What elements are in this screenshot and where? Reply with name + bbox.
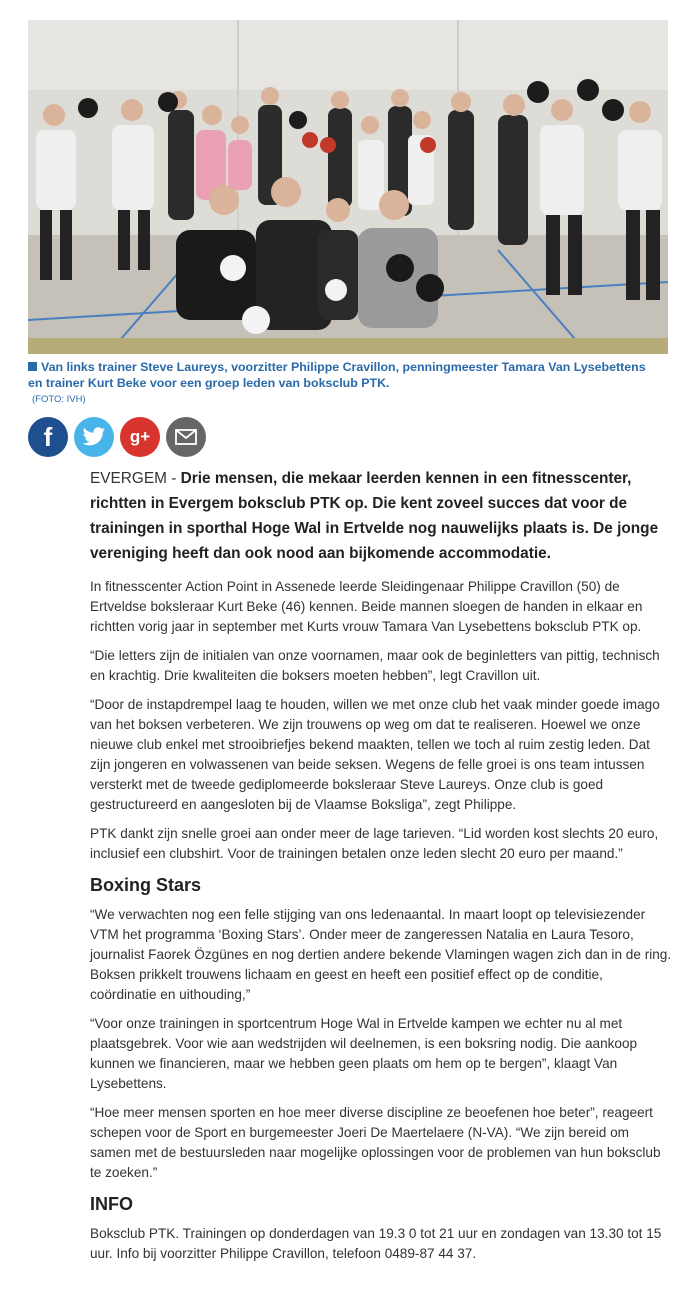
googleplus-icon: g+ xyxy=(129,427,151,446)
article-lead xyxy=(90,466,672,566)
googleplus-share-button[interactable] xyxy=(120,417,160,457)
group-photo-image xyxy=(28,20,668,354)
caption-square-icon xyxy=(28,362,37,371)
article-body xyxy=(90,466,672,1273)
paragraph-5: “We verwachten nog een felle stijging van ons ledenaantal. In maart loopt op televisiezender VTM het programma ‘Boxing Stars’. Onder meer de zangeressen Natalia en Laura Tesoro, journalist Faorek Özgünes en nog dertien andere bekende Vlamingen wagen zich dan in de ring. Boksen prikkelt trouwens lichaam en geest en heeft een positief effect op de conditie, coördinatie en uithouding,” xyxy=(90,907,672,1002)
mail-icon xyxy=(175,429,197,445)
paragraph-6: “Voor onze trainingen in sportcentrum Hoge Wal in Ertvelde kampen we echter nu al met plaatsgebrek. Voor wie aan wedstrijden wil deelnemen, is een boksring nodig. Die aankoop kunnen we financieren, maar we hebben geen plaats om hem op te bergen”, klaagt Van Lysebettens. xyxy=(90,1016,638,1091)
twitter-share-button[interactable] xyxy=(74,417,114,457)
email-share-button[interactable] xyxy=(166,417,206,457)
twitter-icon xyxy=(82,427,106,447)
paragraph-3: “Door de instapdrempel laag te houden, willen we met onze club het vaak minder goede imago van het boksen verbeteren. We zijn trouwens op weg om dat te realiseren. Hoewel we onze nieuwe club enkel met strooibriefjes bekend maakten, tellen we toch al ruim zestig leden. Dat zijn jongeren en volwassenen van beide seksen. Wegens de felle groei is ons team intussen versterkt met de tweede gediplomeerde boksleraar Steve Laureys. Onze club is goed gestructureerd en aangesloten bij de Vlaamse Boksliga”, zegt Philippe. xyxy=(90,697,660,812)
photo-credit: (FOTO: IVH) xyxy=(32,394,86,405)
share-buttons xyxy=(28,417,206,457)
paragraph-8: Boksclub PTK. Trainingen op donderdagen van 19.3 0 tot 21 uur en zondagen van 13.30 tot 15 uur. Info bij voorzitter Philippe Cravillon, telefoon 0489-87 44 37. xyxy=(90,1226,662,1261)
caption-text: Van links trainer Steve Laureys, voorzitter Philippe Cravillon, penningmeester Tamara Van Lysebettens en trainer Kurt Beke voor een groep leden van boksclub PTK. xyxy=(28,360,646,390)
heading-info: INFO xyxy=(90,1194,133,1214)
facebook-share-button[interactable] xyxy=(28,417,68,457)
lead-text: Drie mensen, die mekaar leerden kennen in een fitnesscenter, richtten in Evergem boksclub PTK op. Die kent zoveel succes dat voor de trainingen in sporthal Hoge Wal in Ertvelde nog nauwelijks plaats is. De jonge vereniging heeft dan ook nood aan bijkomende accommodatie. xyxy=(90,470,659,562)
photo-caption xyxy=(28,359,648,391)
facebook-icon: f xyxy=(43,421,53,452)
article-location: EVERGEM - xyxy=(90,470,177,487)
article-photo xyxy=(28,20,668,354)
paragraph-1: In fitnesscenter Action Point in Assenede leerde Sleidingenaar Philippe Cravillon (50) de Ertveldse boksleraar Kurt Beke (46) kennen. Beide mannen sloegen de handen in elkaar en richtten vorig jaar in september met Kurts vrouw Tamara Van Lysebettens boksclub PTK op. xyxy=(90,579,643,634)
heading-boxing-stars: Boxing Stars xyxy=(90,875,202,895)
paragraph-2: “Die letters zijn de initialen van onze voornamen, maar ook de beginletters van pittig, technisch en krachtig. Drie kwaliteiten die boksers moeten hebben”, legt Cravillon uit. xyxy=(90,648,660,683)
paragraph-4: PTK dankt zijn snelle groei aan onder meer de lage tarieven. “Lid worden kost slechts 20 euro, inclusief een clubshirt. Voor de trainingen betalen onze leden slecht 20 euro per maand.” xyxy=(90,826,659,861)
paragraph-7: “Hoe meer mensen sporten en hoe meer diverse discipline ze beoefenen hoe beter”, reageert schepen voor de Sport en burgemeester Joeri De Maertelaere (N-VA). “We zijn bereid om samen met de bestuursleden naar mogelijke oplossingen voor de problemen van hun boksclub te zoeken.” xyxy=(90,1105,661,1180)
